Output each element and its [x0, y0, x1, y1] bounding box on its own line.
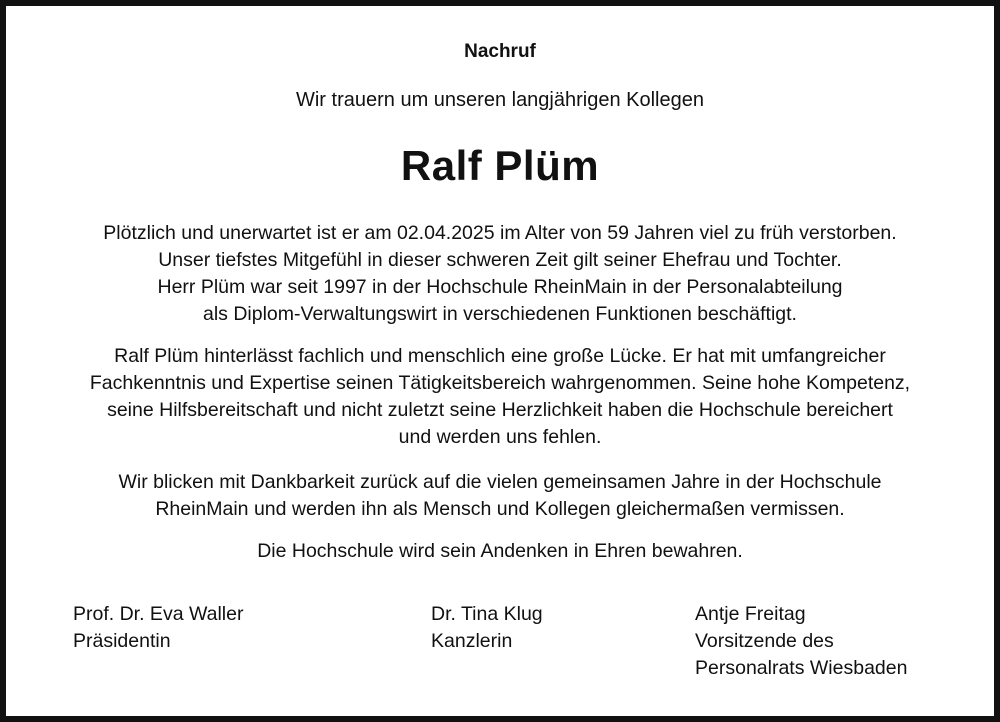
paragraph-line: Herr Plüm war seit 1997 in der Hochschule RheinMain in der Personalabteilung: [157, 276, 843, 298]
signatory-role: Personalrats Wiesbaden: [695, 657, 908, 679]
intro-line: Wir trauern um unseren langjährigen Kollegen: [295, 89, 704, 111]
signatory-name: Prof. Dr. Eva Waller: [73, 603, 244, 625]
paragraph-line: als Diplom-Verwaltungswirt in verschiedenen Funktionen beschäftigt.: [203, 303, 797, 325]
paragraph-1: [0, 220, 1000, 328]
deceased-name: Ralf Plüm: [400, 142, 600, 189]
paragraph-line: Ralf Plüm hinterlässt fachlich und menschlich eine große Lücke. Er hat mit umfangreicher: [114, 345, 886, 367]
paragraph-line: Plötzlich und unerwartet ist er am 02.04.2025 im Alter von 59 Jahren viel zu früh verstorben.: [103, 222, 897, 244]
notice-heading: Nachruf: [464, 41, 536, 62]
signatory-name: Antje Freitag: [695, 603, 806, 625]
closing-line: [0, 538, 1000, 565]
paragraph-line: seine Hilfsbereitschaft und nicht zuletzt seine Herzlichkeit haben die Hochschule bereichert: [107, 399, 893, 421]
paragraph-3: [0, 469, 1000, 523]
paragraph-line: und werden uns fehlen.: [398, 426, 602, 448]
paragraph-line: Die Hochschule wird sein Andenken in Ehren bewahren.: [257, 540, 743, 562]
signatory-role: Präsidentin: [73, 630, 171, 652]
paragraph-line: RheinMain und werden ihn als Mensch und Kollegen gleichermaßen vermissen.: [155, 498, 845, 520]
paragraph-2: [0, 343, 1000, 451]
signatory-name: Dr. Tina Klug: [431, 603, 543, 625]
paragraph-line: Fachkenntnis und Expertise seinen Tätigkeitsbereich wahrgenommen. Seine hohe Kompetenz,: [89, 372, 911, 394]
signatory-chancellor: [431, 601, 543, 655]
signatory-role: Kanzlerin: [431, 630, 513, 652]
signatory-president: [73, 601, 243, 655]
paragraph-line: Wir blicken mit Dankbarkeit zurück auf die vielen gemeinsamen Jahre in der Hochschule: [118, 471, 882, 493]
paragraph-line: Unser tiefstes Mitgefühl in dieser schweren Zeit gilt seiner Ehefrau und Tochter.: [158, 249, 842, 271]
signatory-staff-council: [695, 601, 907, 682]
signatory-role: Vorsitzende des: [695, 630, 834, 652]
